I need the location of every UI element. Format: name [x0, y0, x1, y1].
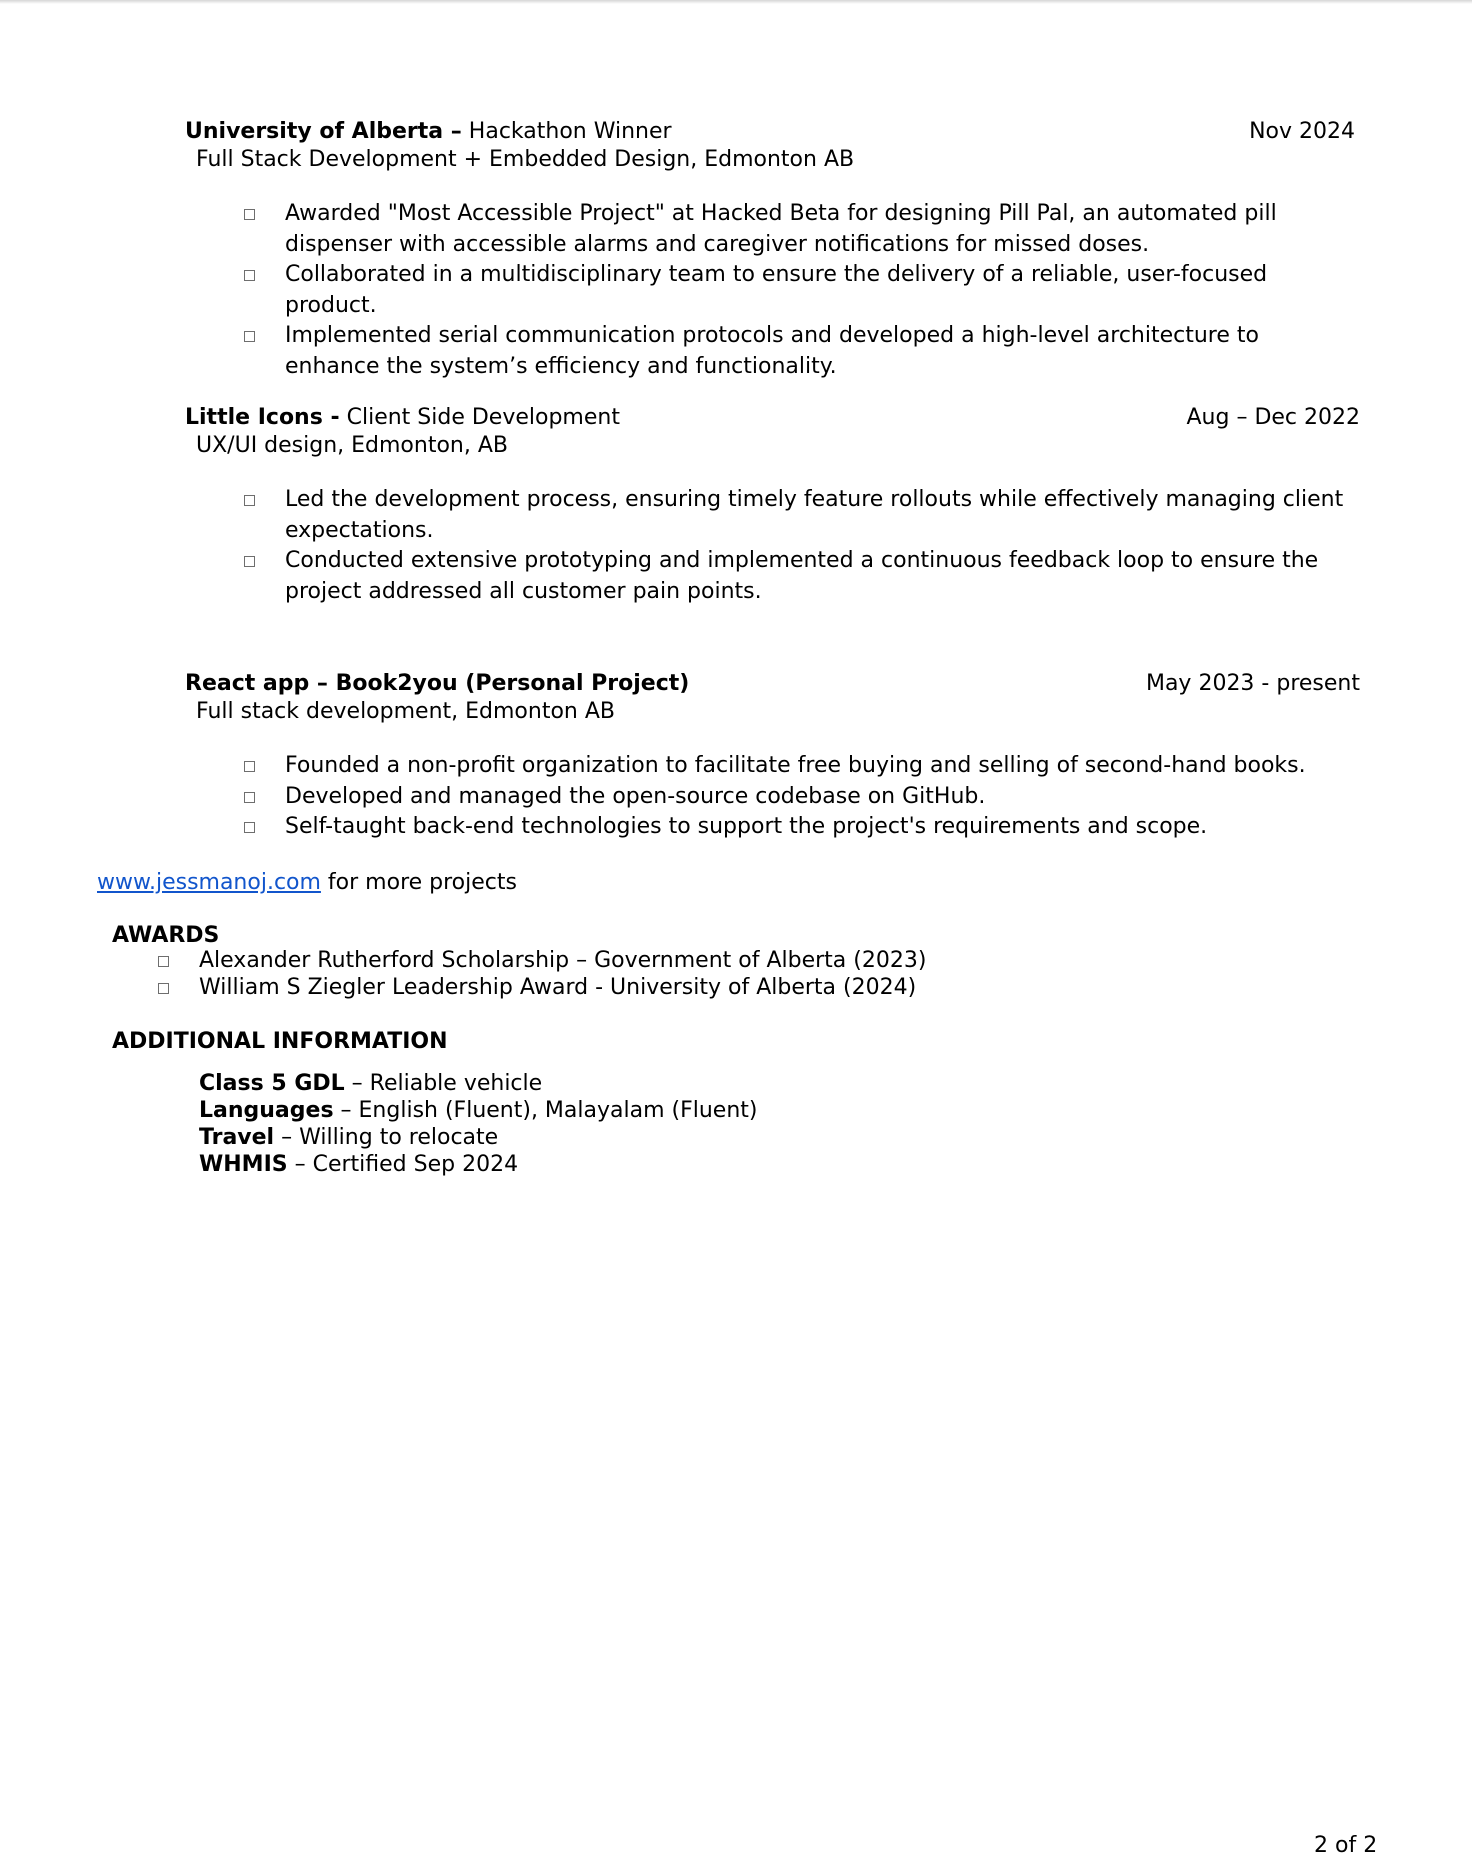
bullet-text: Led the development process, ensuring timely feature rollouts while effectively managing client expectations.: [285, 487, 1344, 543]
checkbox-bullet-icon: [244, 495, 255, 506]
entry-date: Nov 2024: [1249, 119, 1355, 144]
checkbox-bullet-icon: [244, 792, 255, 803]
checkbox-bullet-icon: [158, 956, 169, 967]
bullet-item: [185, 546, 1360, 607]
bullet-text: Developed and managed the open-source codebase on GitHub.: [285, 783, 986, 809]
entry-subtitle: Full stack development, Edmonton AB: [196, 699, 615, 724]
entry-role: Client Side Development: [339, 405, 620, 430]
checkbox-bullet-icon: [244, 761, 255, 772]
entry-header: [185, 404, 1360, 432]
info-label: WHMIS: [199, 1152, 288, 1177]
info-value: – Certified Sep 2024: [287, 1152, 519, 1177]
award-item: [155, 947, 926, 974]
additional-info-list: [199, 1070, 758, 1178]
entry-subtitle: UX/UI design, Edmonton, AB: [196, 433, 508, 458]
award-text: Alexander Rutherford Scholarship – Government of Alberta (2023): [199, 948, 927, 973]
bullet-item: [185, 782, 1360, 813]
page-top-edge: [0, 0, 1472, 4]
entry-bullet-list: [185, 751, 1360, 843]
checkbox-bullet-icon: [244, 556, 255, 567]
entry-date: Aug – Dec 2022: [1186, 405, 1360, 430]
more-projects-line: [97, 869, 517, 897]
bullet-text: Conducted extensive prototyping and implemented a continuous feedback loop to ensure the project addressed all customer pain points.: [285, 548, 1319, 604]
entry-header: [185, 670, 1360, 698]
checkbox-bullet-icon: [244, 822, 255, 833]
additional-info-heading: ADDITIONAL INFORMATION: [112, 1029, 448, 1054]
entry-header: [185, 118, 1360, 146]
experience-entry-book2you: [185, 670, 1360, 843]
awards-heading: AWARDS: [112, 923, 220, 948]
entry-bullet-list: [185, 199, 1360, 383]
info-label: Class 5 GDL: [199, 1071, 345, 1096]
bullet-item: [185, 260, 1360, 321]
info-value: – Reliable vehicle: [344, 1071, 543, 1096]
info-label: Languages: [199, 1098, 334, 1123]
bullet-item: [185, 321, 1360, 382]
bullet-text: Founded a non-profit organization to facilitate free buying and selling of second-hand books.: [285, 753, 1306, 778]
experience-entry-little-icons: [185, 404, 1360, 607]
entry-bullet-list: [185, 485, 1360, 607]
info-value: – English (Fluent), Malayalam (Fluent): [333, 1098, 758, 1123]
checkbox-bullet-icon: [244, 331, 255, 342]
checkbox-bullet-icon: [158, 983, 169, 994]
bullet-item: [185, 751, 1360, 782]
entry-organization: Little Icons -: [185, 405, 340, 430]
experience-entry-uofa: [185, 118, 1360, 383]
bullet-item: [185, 485, 1360, 546]
award-text: William S Ziegler Leadership Award - University of Alberta (2024): [199, 975, 917, 1000]
info-value: – Willing to relocate: [274, 1125, 499, 1150]
entry-subtitle: Full Stack Development + Embedded Design, Edmonton AB: [196, 147, 855, 172]
awards-list: [155, 947, 926, 1001]
entry-role: Hackathon Winner: [461, 119, 672, 144]
additional-info-item: [199, 1070, 758, 1097]
checkbox-bullet-icon: [244, 270, 255, 281]
bullet-text: Implemented serial communication protocols and developed a high-level architecture to enhance the system’s efficiency and functionality.: [285, 323, 1259, 379]
additional-info-item: [199, 1124, 758, 1151]
additional-info-item: [199, 1097, 758, 1124]
info-label: Travel: [199, 1125, 275, 1150]
entry-date: May 2023 - present: [1145, 671, 1360, 696]
bullet-text: Awarded "Most Accessible Project" at Hacked Beta for designing Pill Pal, an automated pill dispenser with accessible alarms and caregiver notifications for missed doses.: [285, 201, 1277, 257]
portfolio-link[interactable]: www.jessmanoj.com: [97, 870, 321, 895]
entry-organization: React app – Book2you (Personal Project): [185, 671, 690, 696]
checkbox-bullet-icon: [244, 209, 255, 220]
award-item: [155, 974, 926, 1001]
more-projects-text: for more projects: [320, 870, 517, 895]
entry-organization: University of Alberta –: [185, 119, 462, 144]
bullet-item: [185, 199, 1360, 260]
additional-info-item: [199, 1151, 758, 1178]
bullet-text: Collaborated in a multidisciplinary team to ensure the delivery of a reliable, user-focused product.: [285, 262, 1268, 318]
page-number: 2 of 2: [1314, 1833, 1378, 1858]
bullet-item: [185, 812, 1360, 843]
bullet-text: Self-taught back-end technologies to support the project's requirements and scope.: [285, 814, 1208, 840]
